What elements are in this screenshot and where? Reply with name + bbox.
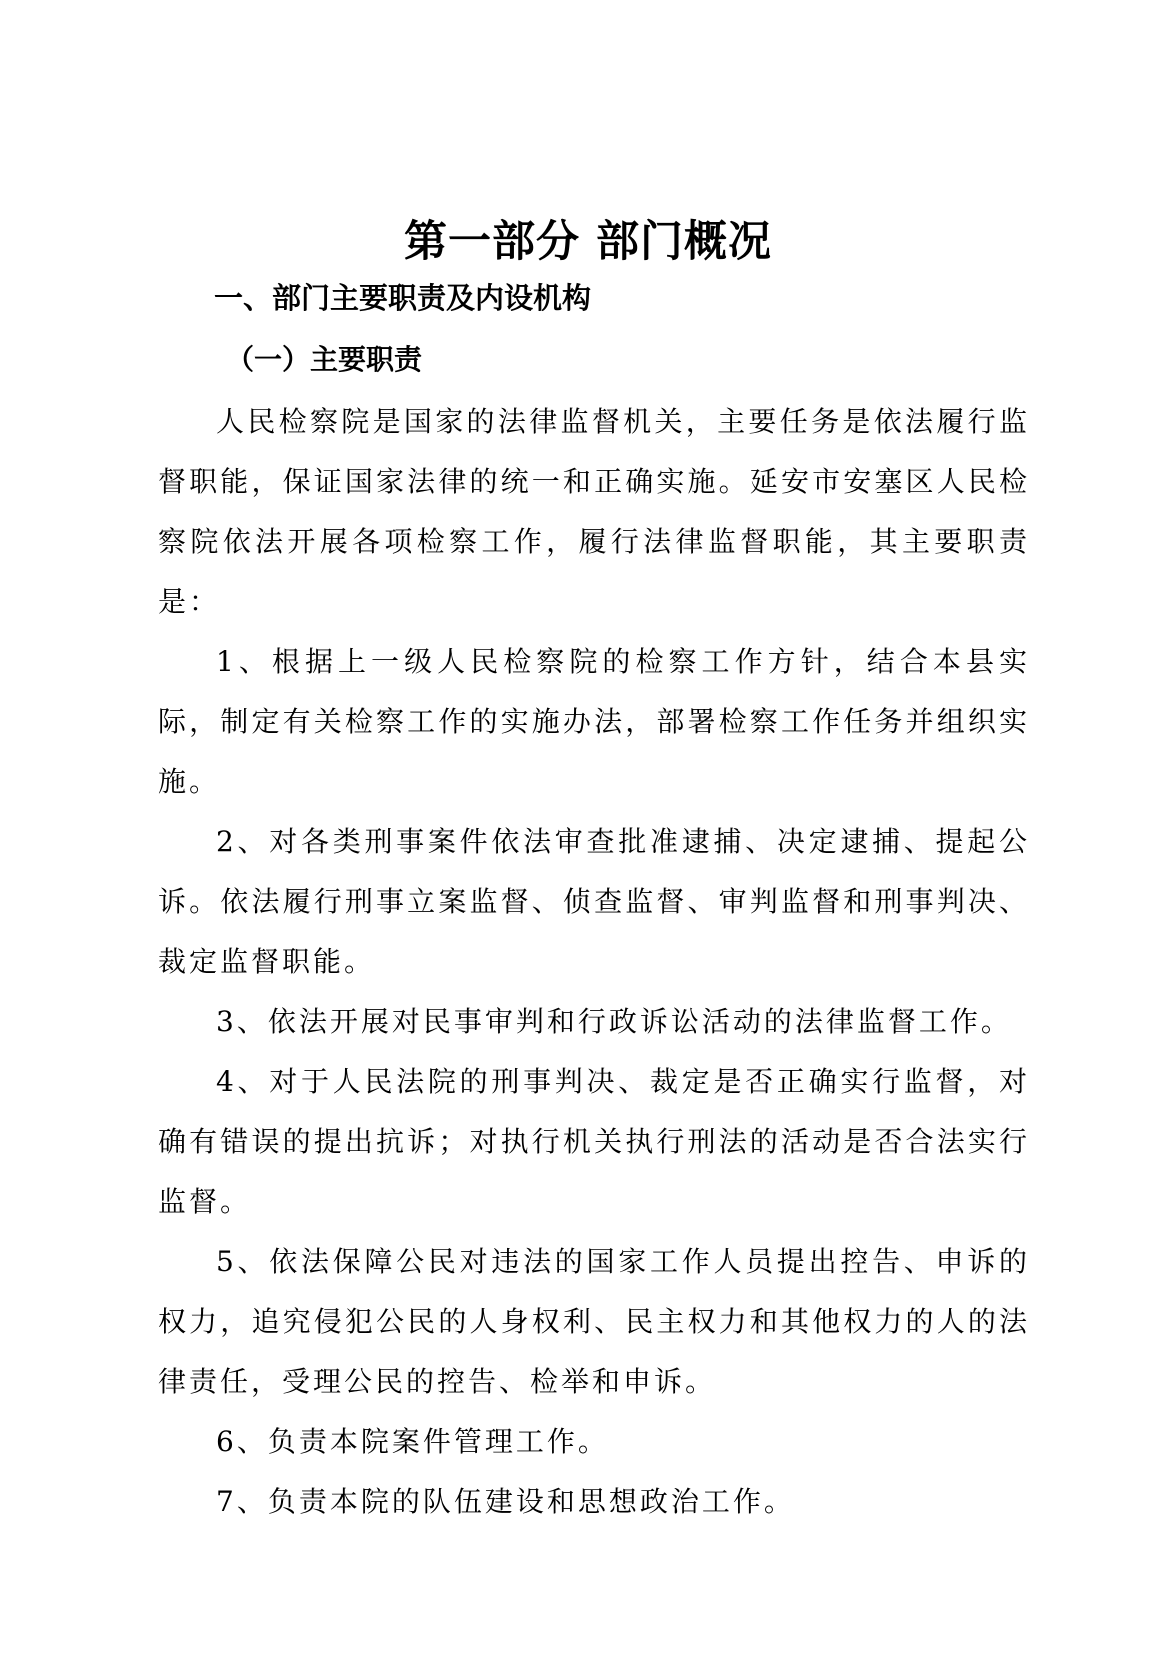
section-heading: 一、部门主要职责及内设机构 — [214, 281, 592, 315]
paragraph-duty-7: 7、负责本院的队伍建设和思想政治工作。 — [216, 1485, 795, 1518]
paragraph-duty-3: 3、依法开展对民事审判和行政诉讼活动的法律监督工作。 — [216, 1005, 1012, 1038]
paragraph-duty-1: 1、根据上一级人民检察院的检察工作方针，结合本县实际，制定有关检察工作的实施办法，部署检察工作任务并组织实施。 — [158, 645, 1030, 798]
paragraph-duty-5: 5、依法保障公民对违法的国家工作人员提出控告、申诉的权力，追究侵犯公民的人身权利、民主权力和其他权力的人的法律责任，受理公民的控告、检举和申诉。 — [158, 1245, 1030, 1398]
page-title: 第一部分 部门概况 — [404, 217, 772, 267]
paragraph-duty-4: 4、对于人民法院的刑事判决、裁定是否正确实行监督，对确有错误的提出抗诉；对执行机关执行刑法的活动是否合法实行监督。 — [158, 1065, 1030, 1218]
subsection-heading: （一）主要职责 — [226, 343, 423, 376]
body-text — [158, 392, 1030, 1532]
paragraph-duty-2: 2、对各类刑事案件依法审查批准逮捕、决定逮捕、提起公诉。依法履行刑事立案监督、侦查监督、审判监督和刑事判决、裁定监督职能。 — [158, 825, 1030, 978]
paragraph-intro: 人民检察院是国家的法律监督机关，主要任务是依法履行监督职能，保证国家法律的统一和正确实施。延安市安塞区人民检察院依法开展各项检察工作，履行法律监督职能，其主要职责是： — [158, 405, 1030, 618]
paragraph-duty-6: 6、负责本院案件管理工作。 — [216, 1425, 609, 1458]
